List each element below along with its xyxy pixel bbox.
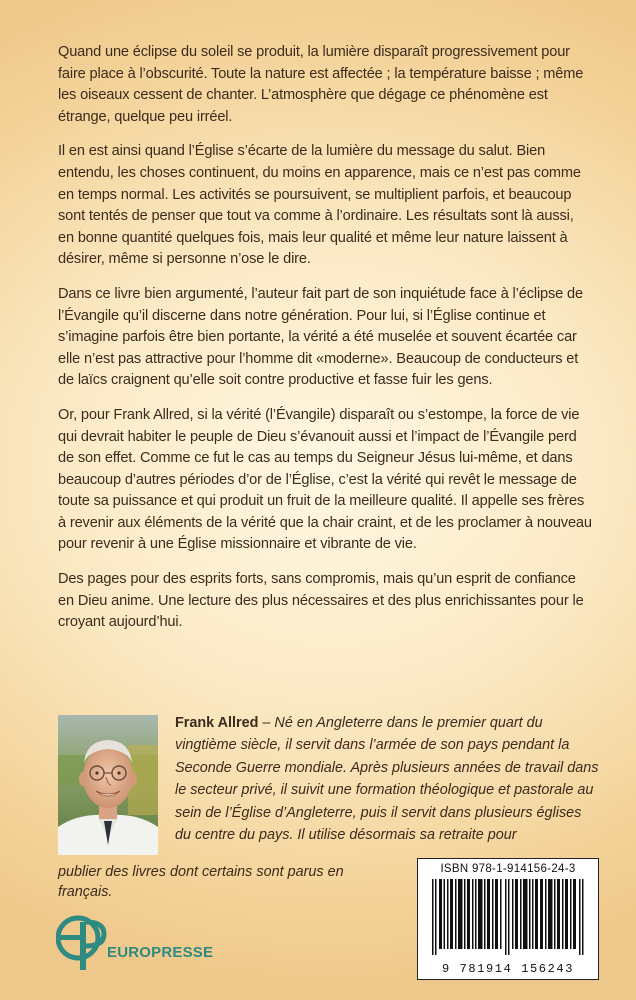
- blurb-paragraph-5: Des pages pour des esprits forts, sans compromis, mais qu’un esprit de confiance en Dieu anime. Une lecture des plus nécessaires et des plus enrichissantes pour le croyant aujourd’hui.: [58, 571, 584, 631]
- europresse-ep-logo-icon: [56, 912, 112, 974]
- blurb-paragraph-3: Dans ce livre bien argumenté, l’auteur fait part de son inquiétude face à l’éclipse de l’Évangile qu’il discerne dans notre génération. Pour lui, si l’Église continue et s’imagine parfois être bien portante, la vérité a été muselée et souvent écartée car elle n’est pas attractive pour l’homme dit «moderne». Beaucoup de conducteurs et de laïcs craignent qu’elle soit contre productive et fasse fuir les gens.: [58, 285, 583, 389]
- barcode-bars-icon: [428, 879, 590, 955]
- author-portrait-illustration: [58, 715, 158, 855]
- isbn-barcode: [417, 858, 599, 980]
- barcode-digits: 9 781914 156243: [441, 962, 575, 976]
- author-bio-text: – Né en Angleterre dans le premier quart du vingtième siècle, il servit dans l’armée de son pays pendant la Seconde Guerre mondiale. Après plusieurs années de travail dans le secteur privé, il suivit une formation théologique et pastorale au sein de l’Église d’Angleterre, puis il servit dans plusieurs églises du centre du pays. Il utilise désormais sa retraite pour: [175, 715, 599, 844]
- blurb-text: [58, 42, 592, 647]
- author-bio: [175, 712, 600, 846]
- blurb-paragraph-1: Quand une éclipse du soleil se produit, la lumière disparaît progressivement pour faire place à l’obscurité. Toute la nature est affectée ; la température baisse ; même les oiseaux cessent de chanter. L’atmosphère que dégage ce phénomène est étrange, quelque peu irréel.: [58, 44, 584, 125]
- publisher-name: EUROPRESSE: [107, 944, 214, 961]
- author-bio-tail: publier des livres dont certains sont parus en français.: [58, 864, 344, 900]
- publisher-logo: [56, 912, 226, 974]
- author-name: Frank Allred: [175, 715, 259, 731]
- blurb-paragraph-2: Il en est ainsi quand l’Église s’écarte de la lumière du message du salut. Bien entendu, les choses continuent, du moins en apparence, mais ce n’est pas comme en temps normal. Les activités se poursuivent, se multiplient parfois, et beaucoup sont tentés de penser que tout va comme à l’ordinaire. Les résultats sont là aussi, en bonne quantité quelques fois, mais leur qualité et même leur nature laissent à désirer, même si personne n’ose le dire.: [58, 143, 581, 268]
- blurb-paragraph-4: Or, pour Frank Allred, si la vérité (l’Évangile) disparaît ou s’estompe, la force de vie qui devrait habiter le peuple de Dieu s’évanouit aussi et l’impact de l’Évangile perd de son effet. Comme ce fut le cas au temps du Seigneur Jésus lui-même, et dans beaucoup d’autres périodes d’or de l’Église, c’est la vérité qui revêt le message de toute sa puissance et qui produit un fruit de la meilleure qualité. Il appelle ses frères à revenir aux éléments de la vérité que la chair craint, et de les proclamer à nouveau pour revenir à une Église missionnaire et vibrante de vie.: [58, 406, 592, 553]
- isbn-label: ISBN 978-1-914156-24-3: [440, 863, 576, 875]
- author-photo: [58, 715, 158, 855]
